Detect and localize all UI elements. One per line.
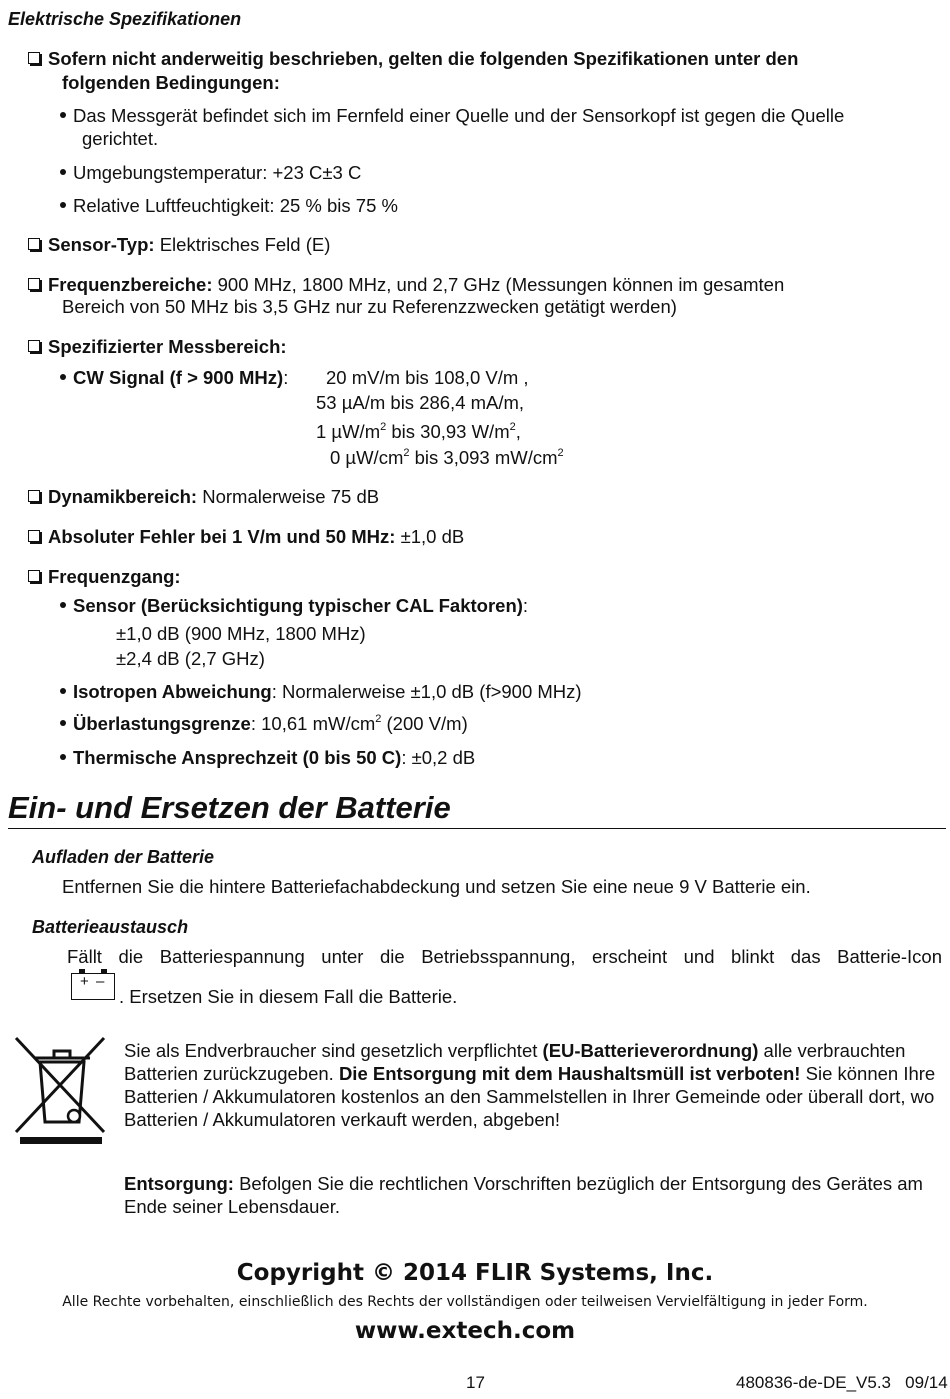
bullet-icon: [60, 112, 66, 118]
range-line-1: 20 mV/m bis 108,0 V/m ,: [326, 367, 529, 388]
battery-heading: Ein- und Ersetzen der Batterie: [8, 790, 451, 825]
bullet-icon: [60, 720, 66, 726]
bullet-icon: [60, 169, 66, 175]
replace-text: Fällt die Batteriespannung unter die Betriebsspannung, erscheint und blinkt das Batterie-Icon: [67, 946, 942, 967]
condition-bullet-1: Das Messgerät befindet sich im Fernfeld einer Quelle und der Sensorkopf ist gegen die Quelle: [60, 105, 844, 127]
range-item: Spezifizierter Messbereich:: [28, 336, 287, 358]
bullet-icon: [60, 688, 66, 694]
charge-title: Aufladen der Batterie: [32, 847, 215, 867]
footer-copyright: Copyright © 2014 FLIR Systems, Inc.: [236, 1260, 714, 1286]
thermal-bullet: Thermische Ansprechzeit (0 bis 50 C): ±0,2 dB: [60, 747, 475, 769]
footer-rights: Alle Rechte vorbehalten, einschließlich des Rechts der vollständigen oder teilweisen Vervielfältigung in jeder Form.: [62, 1294, 868, 1310]
range-line-4: 0 $\mu W/cm^2$ bis 3,093 $mW/cm^2$: [330, 447, 564, 468]
checkbox-bullet-icon: [28, 52, 40, 64]
cw-signal-bullet: CW Signal (f > 900 MHz):: [60, 367, 288, 389]
page-number: 17: [466, 1373, 485, 1392]
range-line-3: 1 $\mu W/m^2$ bis 30,93 $W/m^2$,: [316, 421, 521, 442]
condition-bullet-1-cont: gerichtet.: [82, 128, 159, 149]
battery-icon: + –: [71, 969, 115, 1001]
sensor-cal-value-2: ±2,4 dB (2,7 GHz): [116, 648, 265, 669]
frequency-item: Frequenzbereiche: 900 MHz, 1800 MHz, und 2,7 GHz (Messungen können im gesamten: [28, 274, 784, 296]
range-line-2: 53 µA/m bis 286,4 mA/m,: [316, 392, 525, 413]
sensor-cal-bullet: Sensor (Berücksichtigung typischer CAL Faktoren):: [60, 595, 528, 617]
disposal-notice: Entsorgung: Befolgen Sie die rechtlichen Vorschriften bezüglich der Entsorgung des Gerätes am Ende seiner Lebensdauer.: [124, 1173, 923, 1217]
checkbox-bullet-icon: [28, 490, 40, 502]
sensor-type-item: Sensor-Typ: Elektrisches Feld (E): [28, 234, 330, 256]
isotropic-bullet: Isotropen Abweichung: Normalerweise ±1,0 dB (f>900 MHz): [60, 681, 582, 703]
bullet-icon: [60, 202, 66, 208]
footer-website[interactable]: www.extech.com: [354, 1318, 576, 1344]
conditions-item: [28, 48, 798, 70]
bullet-icon: [60, 602, 66, 608]
disposal-paragraph: Sie als Endverbraucher sind gesetzlich verpflichtet (EU-Batterieverordnung) alle verbrauchten Batterien zurückzugeben. Die Entsorgung mit dem Haushaltsmüll ist verboten! Sie können Ihre Batterien / Akkumulatoren kostenlos an den Sammelstellen in Ihrer Gemeinde oder überall dort, wo Batterien / Akkumulatoren verkauft werden, abgeben!: [124, 1040, 936, 1130]
doc-id: 480836-de-DE_V5.3 09/14: [736, 1373, 948, 1392]
checkbox-bullet-icon: [28, 570, 40, 582]
section-title: Elektrische Spezifikationen: [8, 9, 242, 29]
heading-divider: [8, 828, 946, 829]
checkbox-bullet-icon: [28, 238, 40, 250]
checkbox-bullet-icon: [28, 278, 40, 290]
conditions-lead-cont: folgenden Bedingungen:: [62, 72, 280, 93]
replace-title: Batterieaustausch: [32, 917, 189, 937]
absolute-error-item: Absoluter Fehler bei 1 V/m und 50 MHz: ±1,0 dB: [28, 526, 464, 548]
replace-text-2: . Ersetzen Sie in diesem Fall die Batterie.: [119, 986, 458, 1007]
condition-bullet-2: Umgebungstemperatur: +23 C±3 C: [60, 162, 361, 184]
weee-bin-icon: [14, 1036, 108, 1146]
overload-bullet: Überlastungsgrenze: 10,61 $mW/cm^2$ (200 V/m): [60, 713, 468, 735]
frequency-response-item: Frequenzgang:: [28, 566, 181, 588]
checkbox-bullet-icon: [28, 340, 40, 352]
bullet-icon: [60, 374, 66, 380]
sensor-cal-value-1: ±1,0 dB (900 MHz, 1800 MHz): [116, 623, 366, 644]
bullet-icon: [60, 754, 66, 760]
dynamic-range-item: Dynamikbereich: Normalerweise 75 dB: [28, 486, 379, 508]
condition-bullet-3: Relative Luftfeuchtigkeit: 25 % bis 75 %: [60, 195, 398, 217]
checkbox-bullet-icon: [28, 530, 40, 542]
conditions-lead: Sofern nicht anderweitig beschrieben, gelten die folgenden Spezifikationen unter den: [48, 48, 799, 69]
frequency-cont: Bereich von 50 MHz bis 3,5 GHz nur zu Referenzzwecken getätigt werden): [62, 296, 677, 317]
charge-text: Entfernen Sie die hintere Batteriefachabdeckung und setzen Sie eine neue 9 V Batterie ein.: [62, 876, 811, 897]
